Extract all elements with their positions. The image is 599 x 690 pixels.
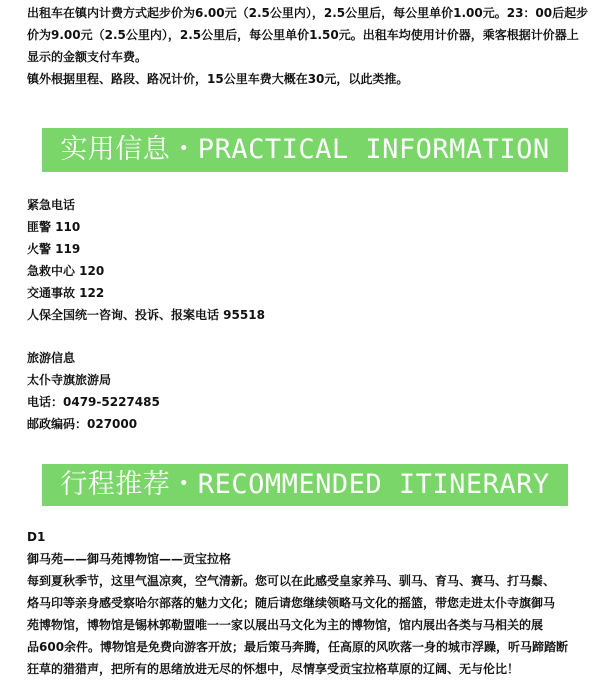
tourism-info-section bbox=[27, 347, 587, 435]
itinerary-day: D1 bbox=[27, 530, 46, 544]
emergency-item: 火警 119 bbox=[27, 242, 81, 256]
itinerary-line: 烙马印等亲身感受察哈尔部落的魅力文化；随后请您继续领略马文化的摇篮，带您走进太仆寺旗御马 bbox=[27, 596, 556, 610]
tourism-item: 邮政编码：027000 bbox=[27, 417, 138, 431]
itinerary-section bbox=[27, 526, 587, 680]
tourism-item: 电话：0479-5227485 bbox=[27, 395, 160, 409]
emergency-item: 人保全国统一咨询、投诉、报案电话 95518 bbox=[27, 308, 265, 322]
taxi-line: 出租车在镇内计费方式起步价为6.00元（2.5公里内），2.5公里后，每公里单价1.00元。23：00后起步 bbox=[27, 6, 589, 20]
taxi-line: 显示的金额支付车费。 bbox=[27, 50, 148, 64]
emergency-heading: 紧急电话 bbox=[27, 198, 76, 212]
taxi-fare-paragraph bbox=[27, 2, 587, 90]
itinerary-line: 品600余件。博物馆是免费向游客开放；最后策马奔腾，任高原的风吹落一身的城市浮躁，听马蹄踏断 bbox=[27, 640, 569, 654]
taxi-line: 价为9.00元（2.5公里内），2.5公里后，每公里单价1.50元。出租车均使用计价器，乘客根据计价器上 bbox=[27, 28, 579, 42]
itinerary-line: 狂草的猎猎声，把所有的思绪放进无尽的怀想中，尽情享受贡宝拉格草原的辽阔、无与伦比！ bbox=[27, 662, 520, 676]
itinerary-banner-title: 行程推荐・RECOMMENDED ITINERARY bbox=[60, 469, 550, 500]
emergency-item: 交通事故 122 bbox=[27, 286, 105, 300]
taxi-line: 镇外根据里程、路段、路况计价，15公里车费大概在30元，以此类推。 bbox=[27, 72, 409, 86]
tourism-item: 太仆寺旗旅游局 bbox=[27, 373, 112, 387]
itinerary-line: 苑博物馆，博物馆是锡林郭勒盟唯一一家以展出马文化为主的博物馆，馆内展出各类与马相关的展 bbox=[27, 618, 544, 632]
tourism-heading: 旅游信息 bbox=[27, 351, 76, 365]
itinerary-line: 每到夏秋季节，这里气温凉爽，空气清新。您可以在此感受皇家养马、驯马、育马、赛马、打马鬃、 bbox=[27, 574, 556, 588]
emergency-item: 匪警 110 bbox=[27, 220, 81, 234]
practical-info-banner bbox=[42, 128, 568, 172]
emergency-item: 急救中心 120 bbox=[27, 264, 105, 278]
itinerary-banner bbox=[42, 464, 568, 506]
practical-info-banner-title: 实用信息・PRACTICAL INFORMATION bbox=[60, 134, 550, 165]
itinerary-route: 御马苑——御马苑博物馆——贡宝拉格 bbox=[27, 552, 232, 566]
emergency-phones-section bbox=[27, 194, 587, 326]
